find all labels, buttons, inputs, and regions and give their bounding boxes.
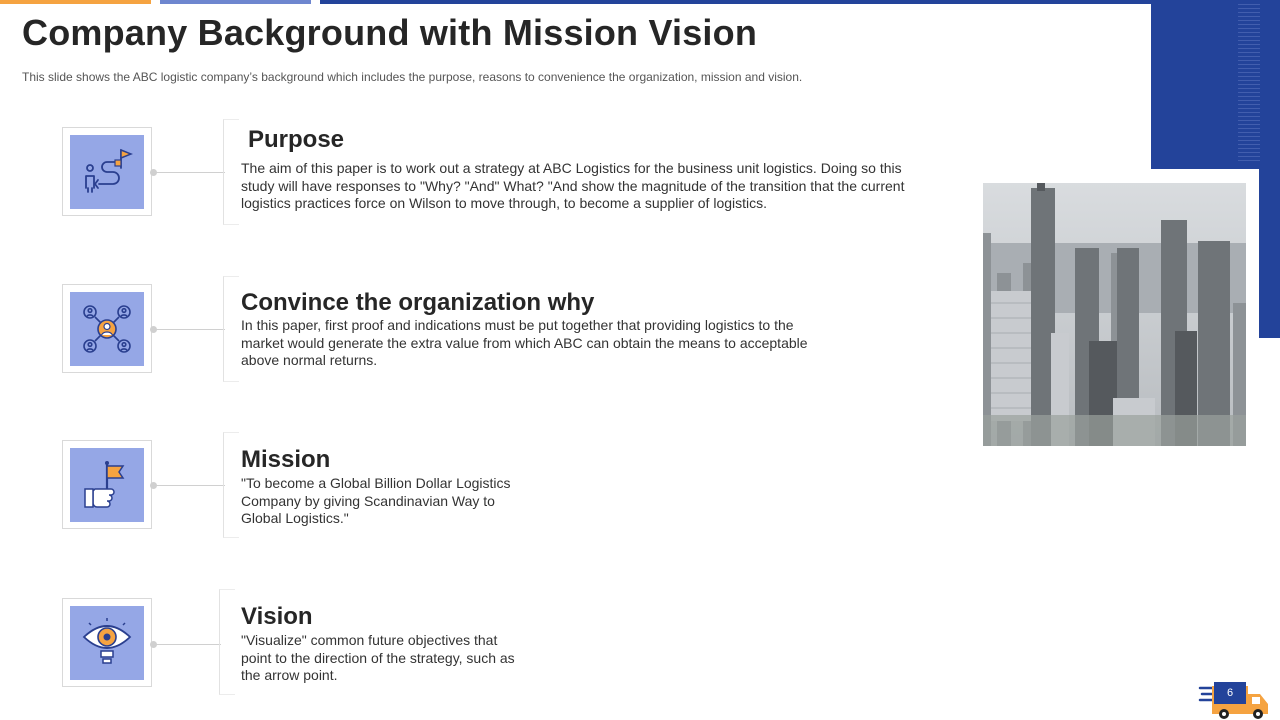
slide-subtitle: This slide shows the ABC logistic company’s background which includes the purpose, reasons to convenience the organization, mission and vision. xyxy=(22,70,803,84)
hand-flag-icon xyxy=(81,459,133,511)
top-accent-bar-orange xyxy=(0,0,151,4)
page-number: 6 xyxy=(1214,682,1246,704)
convince-bracket xyxy=(223,276,239,382)
convince-connector-line xyxy=(153,329,225,330)
eye-bulb-icon xyxy=(81,617,133,669)
convince-icon-box xyxy=(62,284,152,373)
purpose-heading: Purpose xyxy=(248,126,345,153)
vision-icon-box xyxy=(62,598,152,687)
purpose-icon-box xyxy=(62,127,152,216)
vision-connector-line xyxy=(153,644,221,645)
top-accent-bar-dark-blue xyxy=(320,0,1152,4)
convince-text: In this paper, first proof and indications must be put together that providing logistics to the market would generate the extra value from which ABC can obtain the means to acceptable above normal returns. xyxy=(241,317,808,368)
vision-bracket xyxy=(219,589,235,695)
city-skyline-photo xyxy=(983,183,1246,446)
stripe-pattern xyxy=(1238,4,1260,164)
convince-heading: Convince the organization why xyxy=(241,289,595,316)
people-network-icon xyxy=(81,303,133,355)
mission-icon-box xyxy=(62,440,152,529)
mission-text: "To become a Global Billion Dollar Logistics Company by giving Scandinavian Way to Global Logistics." xyxy=(241,475,511,526)
purpose-connector-line xyxy=(153,172,225,173)
vision-heading: Vision xyxy=(241,603,313,630)
mission-bracket xyxy=(223,432,239,538)
mission-connector-line xyxy=(153,485,225,486)
purpose-bracket xyxy=(223,119,239,225)
slide-title: Company Background with Mission Vision xyxy=(22,12,758,53)
mission-heading: Mission xyxy=(241,446,331,473)
top-accent-bar-light-blue xyxy=(160,0,311,4)
vision-text: "Visualize" common future objectives that point to the direction of the strategy, such as the arrow point. xyxy=(241,632,515,683)
purpose-text: The aim of this paper is to work out a strategy at ABC Logistics for the business unit logistics. Doing so this study will have responses to "Why? "And" What? "And show the magnitude of the transition that the current logistics practices force on Wilson to move through, to become a supplier of logistics. xyxy=(241,160,905,211)
person-path-flag-icon xyxy=(81,146,133,198)
